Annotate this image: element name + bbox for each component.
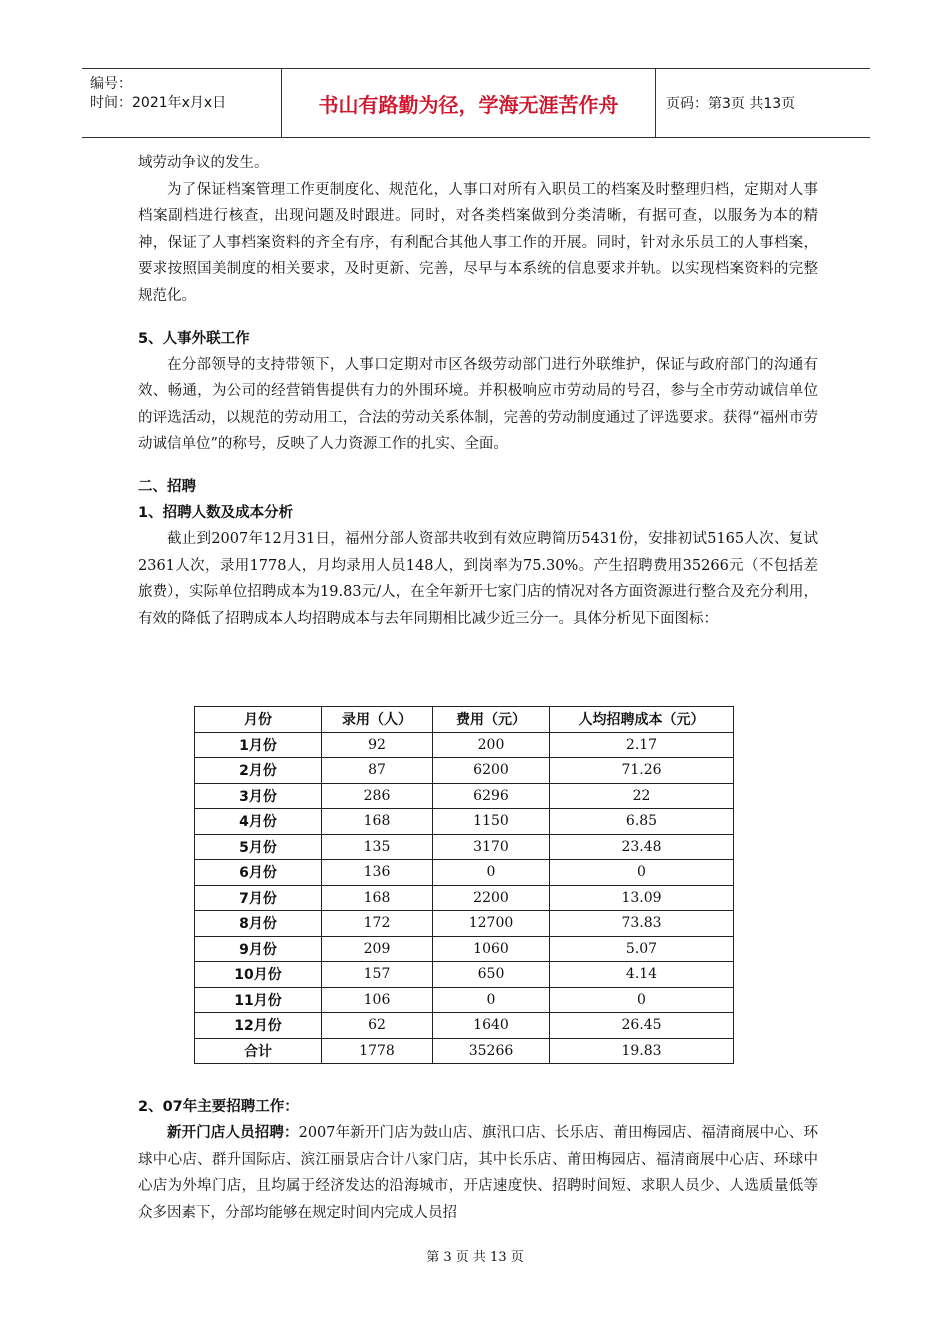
value-cell: 168 [322, 809, 433, 835]
table-row [195, 783, 734, 809]
month-cell: 6月份 [195, 860, 322, 886]
code-label: 编号： [90, 76, 132, 92]
value-cell: 13.09 [550, 885, 734, 911]
paragraph: 为了保证档案管理工作更制度化、规范化，人事口对所有入职员工的档案及时整理归档，定期对人事档案副档进行核查，出现问题及时跟进。同时，对各类档案做到分类清晰，有据可查，以服务为本的精神，保证了人事档案资料的齐全有序，有利配合其他人事工作的开展。同时，针对永乐员工的人事档案，要求按照国美制度的相关要求，及时更新、完善，尽早与本系统的信息要求并轨。以实现档案资料的完整规范化。 [138, 181, 818, 304]
value-cell: 3170 [433, 834, 550, 860]
column-header: 人均招聘成本（元） [550, 707, 734, 733]
value-cell: 22 [550, 783, 734, 809]
value-cell: 2200 [433, 885, 550, 911]
value-cell: 35266 [433, 1038, 550, 1064]
paragraph [138, 1120, 818, 1226]
table-row [195, 732, 734, 758]
value-cell: 87 [322, 758, 433, 784]
table-row [195, 834, 734, 860]
column-header: 录用（人） [322, 707, 433, 733]
header-motto: 书山有路勤为径，学海无涯苦作舟 [282, 69, 656, 137]
table-row [195, 809, 734, 835]
value-cell: 0 [550, 987, 734, 1013]
page-footer: 第 3 页 共 13 页 [426, 1250, 524, 1265]
value-cell: 4.14 [550, 962, 734, 988]
value-cell: 1640 [433, 1013, 550, 1039]
header-page-label: 页码：第3页 共13页 [666, 96, 796, 112]
paragraph: 在分部领导的支持带领下，人事口定期对市区各级劳动部门进行外联维护，保证与政府部门的沟通有效、畅通，为公司的经营销售提供有力的外围环境。并积极响应市劳动局的号召，参与全市劳动诚信单位的评选活动，以规范的劳动用工，合法的劳动关系体制，完善的劳动制度通过了评选要求。获得“福州市劳动诚信单位”的称号，反映了人力资源工作的扎实、全面。 [138, 356, 818, 453]
value-cell: 1060 [433, 936, 550, 962]
month-cell: 9月份 [195, 936, 322, 962]
recruitment-cost-table [194, 706, 734, 1064]
table-row [195, 987, 734, 1013]
paragraph: 截止到2007年12月31日，福州分部人资部共收到有效应聘简历5431份，安排初试5165人次、复试2361人次，录用1778人，月均录用人员148人，到岗率为75.30%。产生招聘费用35266元（不包括差旅费），实际单位招聘成本为19.83元/人，在全年新开七家门店的情况对各方面资源进行整合及充分利用，有效的降低了招聘成本人均招聘成本与去年同期相比减少近三分一。具体分析见下面图标： [138, 530, 818, 627]
value-cell: 136 [322, 860, 433, 886]
month-cell: 8月份 [195, 911, 322, 937]
value-cell: 172 [322, 911, 433, 937]
value-cell: 5.07 [550, 936, 734, 962]
value-cell: 200 [433, 732, 550, 758]
value-cell: 12700 [433, 911, 550, 937]
value-cell: 135 [322, 834, 433, 860]
value-cell: 650 [433, 962, 550, 988]
month-cell: 3月份 [195, 783, 322, 809]
value-cell: 106 [322, 987, 433, 1013]
value-cell: 62 [322, 1013, 433, 1039]
table-row [195, 885, 734, 911]
table-row [195, 962, 734, 988]
month-cell: 10月份 [195, 962, 322, 988]
month-cell: 1月份 [195, 732, 322, 758]
paragraph-lead: 新开门店人员招聘： [167, 1125, 299, 1141]
table-body [195, 732, 734, 1064]
value-cell: 1778 [322, 1038, 433, 1064]
month-cell: 合计 [195, 1038, 322, 1064]
value-cell: 6.85 [550, 809, 734, 835]
column-header: 费用（元） [433, 707, 550, 733]
subsection-heading: 2、07年主要招聘工作： [138, 1099, 299, 1115]
month-cell: 12月份 [195, 1013, 322, 1039]
section-main-recruitment [138, 1094, 818, 1226]
table-row [195, 911, 734, 937]
value-cell: 168 [322, 885, 433, 911]
date-label: 时间：2021年x月x日 [90, 95, 227, 111]
table-row [195, 1013, 734, 1039]
table-row [195, 860, 734, 886]
section-heading: 二、招聘 [138, 478, 196, 495]
value-cell: 1150 [433, 809, 550, 835]
value-cell: 19.83 [550, 1038, 734, 1064]
value-cell: 23.48 [550, 834, 734, 860]
month-cell: 11月份 [195, 987, 322, 1013]
value-cell: 26.45 [550, 1013, 734, 1039]
value-cell: 0 [433, 860, 550, 886]
value-cell: 73.83 [550, 911, 734, 937]
value-cell: 6296 [433, 783, 550, 809]
page-header [82, 68, 870, 138]
section-heading: 5、人事外联工作 [138, 330, 250, 347]
value-cell: 92 [322, 732, 433, 758]
value-cell: 209 [322, 936, 433, 962]
month-cell: 5月份 [195, 834, 322, 860]
paragraph: 域劳动争议的发生。 [138, 155, 269, 171]
value-cell: 71.26 [550, 758, 734, 784]
column-header: 月份 [195, 707, 322, 733]
value-cell: 286 [322, 783, 433, 809]
paragraph-text: 2007年新开门店为鼓山店、旗汛口店、长乐店、莆田梅园店、福清商展中心、环球中心店、群升国际店、滨江丽景店合计八家门店，其中长乐店、莆田梅园店、福清商展中心店、环球中心店为外埠门店，且均属于经济发达的沿海城市，开店速度快、招聘时间短、求职人员少、人选质量低等众多因素下，分部均能够在规定时间内完成人员招 [138, 1125, 818, 1221]
value-cell: 157 [322, 962, 433, 988]
table-row [195, 1038, 734, 1064]
value-cell: 2.17 [550, 732, 734, 758]
document-body [138, 150, 818, 632]
subsection-heading: 1、招聘人数及成本分析 [138, 504, 294, 521]
table-row [195, 936, 734, 962]
value-cell: 0 [550, 860, 734, 886]
month-cell: 7月份 [195, 885, 322, 911]
month-cell: 2月份 [195, 758, 322, 784]
table-header-row [195, 707, 734, 733]
header-meta [82, 69, 282, 137]
value-cell: 6200 [433, 758, 550, 784]
value-cell: 0 [433, 987, 550, 1013]
month-cell: 4月份 [195, 809, 322, 835]
table-row [195, 758, 734, 784]
